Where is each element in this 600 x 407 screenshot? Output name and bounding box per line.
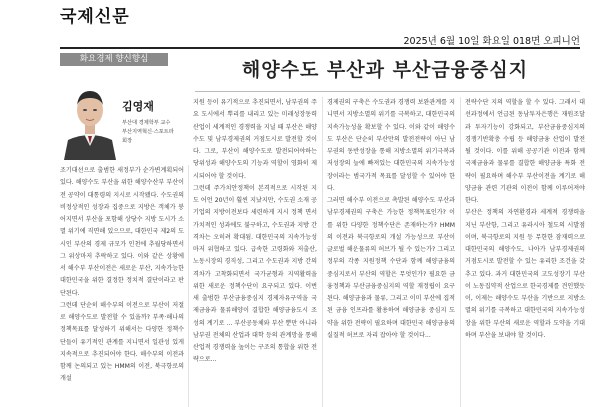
author-portrait-icon <box>60 74 120 160</box>
author-photo <box>60 74 120 160</box>
paragraph: 조기대선으로 출범한 새정부가 순가변계획되어 있다. 해양수도 부산을 위한 해양수산부 부산이전 공약이 대통령의 지시로 시작됐다. 수도권의 비정상적인 성장과 집중으로 지방은 객체가 붕어지면서 부산을 포함해 상당수 지방 도시가 소멸 위기에 직면해 있으므로, 대한민국 제2의 도시인 부산의 경제 규모가 인천에 추월당하면서 그 위상마저 추락하고 있다. 이와 같은 상황에서 해수부 부산이전은 새로운 부산, 지속가능한 대한민국을 위한 결정한 정치적 결단이라고 판단된다. <box>60 167 184 297</box>
paper-name: 국제신문 <box>60 7 130 27</box>
paragraph: 그런데 단순히 해수부의 이전으로 부산이 저절로 해양수도로 발전할 수 있을까? 부족·해나의 정책목표를 달성하기 위해서는 다양한 정책수단들이 유기적인 관계를 지니면서 일관성 있게 지속적으로 추진되어야 한다. 해수부의 이전과 함께 논의되고 있는 HMM의 이전, 북극항로의 개설 <box>60 301 184 383</box>
article-column-4 <box>465 97 585 407</box>
author-name: 김영재 <box>122 100 154 113</box>
paragraph: 그러면 해수부 이전으로 촉발된 해양수도 부산과 남부경제권의 구축은 가능한 정책목표인가? 이를 위한 다양한 정책수단은 존재하는가? HMM의 이전과 북극항로의 개설 가능성으로 부산이 글로벌 해운물류의 허브가 될 수 있는가? 그리고 정부의 각종 지원정책 수단과 함께 해양금융의 중심지로서 부산의 역할은 무엇인가? 필요한 금융정책과 부산금융중심지의 역할 재정립이 요구된다. 해양금융과 물류, 그리고 이미 부산에 집적된 금융 인프라를 활용하여 해양금융 중심지 도약을 위한 전략이 필요하며 대한민국 해양금융의 실질적 허브로 자리 잡아야 할 것이다... <box>327 197 455 339</box>
masthead <box>0 0 600 50</box>
article-column-1 <box>60 165 184 407</box>
paragraph: 지원 등이 유기적으로 추진되면서, 남부권의 주요 도시에서 뿌리를 내리고 있는 미래성장동력산업이 세계적인 경쟁력을 지닐 때 부산은 해양수도 및 남부경제권의 거점도시로 발전할 것이다. 그로, 부산이 해양수도로 발전되어야하는 당위성과 해양수도의 기능과 역할이 영화히 제시되어야 할 것이다. <box>193 99 317 180</box>
article-column-2 <box>193 97 317 407</box>
author-title-line: 부산지역혁신·스포트라 <box>122 129 174 135</box>
masthead-rule <box>60 47 580 49</box>
author-byline <box>122 98 178 146</box>
article-headline: 해양수도 부산과 부산금융중심지 <box>241 59 529 81</box>
column-divider <box>460 97 461 407</box>
paragraph: 부산은 정책의 자연환경과 세계적 경쟁력을 지닌 부산항, 그리고 유라시아 철도의 시발점이며, 북극항로의 지원 등 무한한 잠재력으로 대한민국의 해양수도, 나아가 남부경제권의 거점도시로 발전할 수 있는 유리한 조건을 갖추고 있다. 과거 대한민국의 고도성장기 부산이 노동집약적 산업으로 한국경제를 견인했듯이, 이제는 해양수도 부산을 기반으로 지방소멸의 위기를 극복하고 대한민국의 지속가능성장을 위한 부산의 새로운 역할과 도약을 기대하며 부산을 보내야 할 것이다. <box>465 209 585 339</box>
column-divider <box>322 97 323 407</box>
dateline: 2025년 6월 10일 화요일 018면 오피니언 <box>403 36 580 47</box>
paragraph: 경제권의 구축은 수도권과 경쟁력 보완관계를 지니면서 지방소멸의 위기를 극복하고, 대한민국의 지속가능성을 확보할 수 있다. 이와 같이 해양수도 부산은 단순히 부산만의 발전전략이 아닌 남부권의 동반성장을 통해 지방소멸의 위기극복과 저성장의 늪에 빠져있는 대한민국의 지속가능성장이라는 범국가적 목표를 달성할 수 있어야 한다. <box>327 99 455 192</box>
headline-rule <box>195 91 580 92</box>
author-title-line: 회장 <box>122 138 133 144</box>
author-title-line: 부산대 경제학부 교수 <box>122 120 171 126</box>
column-label: 화요경제 향신향심 <box>60 53 168 66</box>
paragraph: 전략수단 지의 역할을 할 수 있다. 그래서 대선과정에서 언급된 동남투자은행은 재원조달과 투자기능이 강화되고, 부산금융중심지의 경쟁기반확충 수립 등 해양금융 산업이 발전될 것이다. 이를 위해 공공기관 이전과 함께 국제금융과 물류를 결합한 해양금융 특화 전략이 필요하며 해수부 부산이전을 계기로 해양금융 관련 기관의 이전이 함께 이루어져야 한다. <box>465 99 585 204</box>
paragraph: 그런데 주가치안정책이 본격적으로 시작된 지도 어언 20년이 훨씬 지났지만, 수도권 소재 공기업의 지방이전보다 세련하게 지시 정책 면서 가치적인 성과에도 불구하고, 수도권과 지방 간 격차는 오히려 확대됨. 대한민국의 지속가능성마저 위협하고 있다. 급속한 고령화와 저출산, 노동시장의 경직성, 그리고 수도권과 지방 간의 격차가 고착화되면서 국가균형과 지역활력을 위한 새로운 정책수단이 요구되고 있다. 이번 새 출범한 부산금융중심지 경제자유구역을 국제금융과 물류해양이 결합한 해양금융도시 조성의 계기로 ... 부산공동체와 부산 뿐만 아니라 남부권 전체의 산업과 대학 등의 관계망을 통해 산업적 경쟁력을 높이는 구조의 통합을 위한 전략으로... <box>193 184 317 364</box>
column-divider <box>188 165 189 407</box>
article-column-3 <box>327 97 455 407</box>
